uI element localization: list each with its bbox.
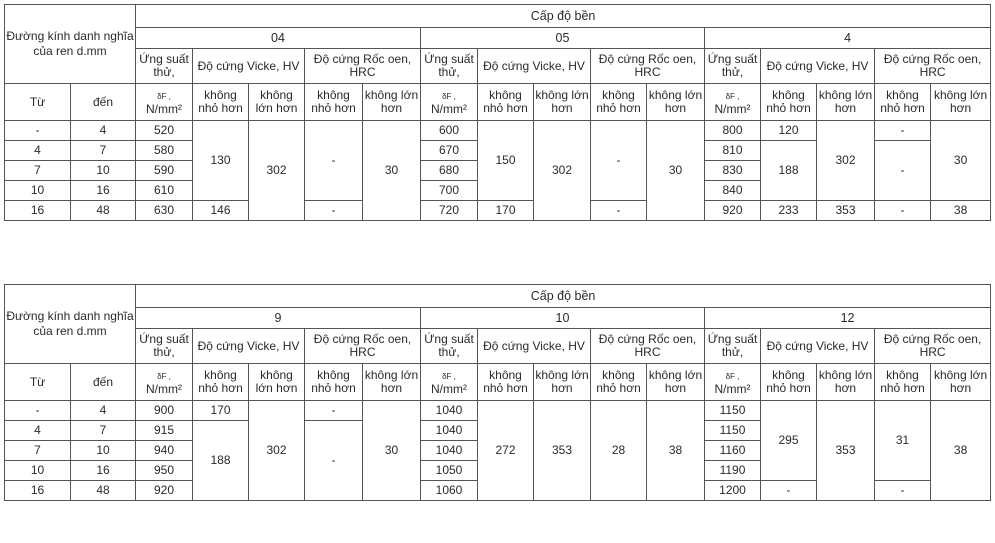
vickers-header: Độ cứng Vicke, HV xyxy=(761,49,875,84)
hrc-min-cell: - xyxy=(305,401,363,421)
stress-unit-header xyxy=(421,84,478,121)
stress-cell: 810 xyxy=(705,141,761,161)
stress-unit: N/mm² xyxy=(146,101,182,116)
stress-cell: 915 xyxy=(136,421,193,441)
to-cell: 7 xyxy=(71,421,136,441)
hrc-min-cell: - xyxy=(591,201,647,221)
stress-cell: 1150 xyxy=(705,401,761,421)
hrc-min-cell: - xyxy=(305,201,363,221)
stress-unit: N/mm² xyxy=(431,101,467,116)
stress-cell: 1060 xyxy=(421,481,478,501)
to-cell: 10 xyxy=(71,441,136,461)
rockwell-header: Độ cứng Rốc oen, HRC xyxy=(591,49,705,84)
stress-cell: 680 xyxy=(421,161,478,181)
stress-unit-header xyxy=(136,364,193,401)
stress-cell: 830 xyxy=(705,161,761,181)
max-header: không lớn hơn xyxy=(534,364,591,401)
sigma-symbol: δF , xyxy=(725,91,740,101)
to-cell: 4 xyxy=(71,121,136,141)
to-cell: 48 xyxy=(71,201,136,221)
max-header: không lớn hơn xyxy=(363,364,421,401)
grade-header: 05 xyxy=(421,28,705,49)
max-header: không lớn hơn xyxy=(931,84,991,121)
from-cell: 10 xyxy=(5,461,71,481)
stress-cell: 520 xyxy=(136,121,193,141)
hv-min-cell: - xyxy=(761,481,817,501)
from-cell: - xyxy=(5,401,71,421)
stress-header: Ứng suất thử, xyxy=(421,329,478,364)
hrc-min-cell: - xyxy=(875,201,931,221)
sigma-symbol: δF , xyxy=(157,91,171,101)
min-header: không nhỏ hơn xyxy=(591,364,647,401)
stress-header: Ứng suất thử, xyxy=(136,49,193,84)
to-cell: 16 xyxy=(71,461,136,481)
hrc-min-cell: - xyxy=(875,481,931,501)
hv-max-cell: 353 xyxy=(534,401,591,501)
stress-cell: 1040 xyxy=(421,421,478,441)
max-header: không lớn hơn xyxy=(647,84,705,121)
hv-min-cell: 170 xyxy=(478,201,534,221)
hrc-min-cell: - xyxy=(591,121,647,201)
min-header: không nhỏ hơn xyxy=(478,84,534,121)
stress-unit: N/mm² xyxy=(714,381,751,396)
vickers-header: Độ cứng Vicke, HV xyxy=(193,49,305,84)
hv-min-cell: 233 xyxy=(761,201,817,221)
stress-cell: 840 xyxy=(705,181,761,201)
stress-header: Ứng suất thử, xyxy=(136,329,193,364)
hrc-min-cell: - xyxy=(305,421,363,501)
vickers-header: Độ cứng Vicke, HV xyxy=(478,329,591,364)
hv-max-cell: 353 xyxy=(817,401,875,501)
stress-cell: 590 xyxy=(136,161,193,181)
hv-min-cell: 188 xyxy=(193,421,249,501)
grade-header: 12 xyxy=(705,308,991,329)
stress-cell: 1190 xyxy=(705,461,761,481)
hrc-min-cell: 31 xyxy=(875,401,931,481)
sigma-symbol: δF , xyxy=(157,371,171,381)
hrc-min-cell: - xyxy=(875,141,931,201)
stress-cell: 940 xyxy=(136,441,193,461)
max-header: không lớn hơn xyxy=(249,84,305,121)
hrc-max-cell: 38 xyxy=(931,401,991,501)
hrc-min-cell: - xyxy=(305,121,363,201)
min-header: không nhỏ hơn xyxy=(193,364,249,401)
hv-min-cell: 272 xyxy=(478,401,534,501)
to-cell: 10 xyxy=(71,161,136,181)
stress-unit-header xyxy=(136,84,193,121)
hv-max-cell: 302 xyxy=(249,121,305,221)
stress-unit: N/mm² xyxy=(714,101,751,116)
stress-cell: 1200 xyxy=(705,481,761,501)
max-header: không lớn hơn xyxy=(249,364,305,401)
from-cell: 4 xyxy=(5,421,71,441)
grade-header: 10 xyxy=(421,308,705,329)
stress-unit: N/mm² xyxy=(146,381,182,396)
from-cell: 7 xyxy=(5,161,71,181)
max-header: không lớn hơn xyxy=(931,364,991,401)
hv-min-cell: 295 xyxy=(761,401,817,481)
sigma-symbol: δF , xyxy=(442,91,456,101)
stress-cell: 920 xyxy=(705,201,761,221)
min-header: không nhỏ hơn xyxy=(875,364,931,401)
grade-header: 04 xyxy=(136,28,421,49)
from-header: Từ xyxy=(5,84,71,121)
stress-unit-header xyxy=(705,84,761,121)
min-header: không nhỏ hơn xyxy=(193,84,249,121)
table-row xyxy=(5,121,991,141)
rockwell-header: Độ cứng Rốc oen, HRC xyxy=(305,49,421,84)
sigma-symbol: δF , xyxy=(725,371,740,381)
stress-cell: 950 xyxy=(136,461,193,481)
stress-cell: 720 xyxy=(421,201,478,221)
stress-cell: 630 xyxy=(136,201,193,221)
diameter-header: Đường kính danh nghĩa của ren d.mm xyxy=(5,285,136,364)
stress-unit: N/mm² xyxy=(431,381,467,396)
rockwell-header: Độ cứng Rốc oen, HRC xyxy=(591,329,705,364)
stress-cell: 600 xyxy=(421,121,478,141)
max-header: không lớn hơn xyxy=(647,364,705,401)
hrc-min-cell: 28 xyxy=(591,401,647,501)
max-header: không lớn hơn xyxy=(363,84,421,121)
stress-cell: 580 xyxy=(136,141,193,161)
diameter-header: Đường kính danh nghĩa của ren d.mm xyxy=(5,5,136,84)
to-header: đến xyxy=(71,84,136,121)
hv-max-cell: 353 xyxy=(817,201,875,221)
stress-cell: 1150 xyxy=(705,421,761,441)
stress-header: Ứng suất thử, xyxy=(421,49,478,84)
from-cell: - xyxy=(5,121,71,141)
stress-cell: 1160 xyxy=(705,441,761,461)
from-cell: 16 xyxy=(5,481,71,501)
stress-header: Ứng suất thử, xyxy=(705,49,761,84)
stress-cell: 800 xyxy=(705,121,761,141)
hv-min-cell: 146 xyxy=(193,201,249,221)
hv-min-cell: 188 xyxy=(761,141,817,201)
strength-table-1 xyxy=(4,4,991,221)
from-cell: 10 xyxy=(5,181,71,201)
hv-max-cell: 302 xyxy=(817,121,875,201)
hrc-max-cell: 30 xyxy=(647,121,705,221)
min-header: không nhỏ hơn xyxy=(305,84,363,121)
max-header: không lớn hơn xyxy=(817,364,875,401)
hrc-max-cell: 30 xyxy=(363,401,421,501)
min-header: không nhỏ hơn xyxy=(305,364,363,401)
min-header: không nhỏ hơn xyxy=(478,364,534,401)
to-cell: 48 xyxy=(71,481,136,501)
stress-cell: 1050 xyxy=(421,461,478,481)
stress-cell: 610 xyxy=(136,181,193,201)
stress-cell: 670 xyxy=(421,141,478,161)
stress-cell: 920 xyxy=(136,481,193,501)
hrc-max-cell: 30 xyxy=(363,121,421,221)
vickers-header: Độ cứng Vicke, HV xyxy=(761,329,875,364)
strength-table-2 xyxy=(4,284,991,501)
max-header: không lớn hơn xyxy=(534,84,591,121)
strength-class-title: Cấp độ bền xyxy=(136,285,991,308)
grade-header: 4 xyxy=(705,28,991,49)
hv-max-cell: 302 xyxy=(249,401,305,501)
hrc-min-cell: - xyxy=(875,121,931,141)
strength-class-title: Cấp độ bền xyxy=(136,5,991,28)
stress-unit-header xyxy=(421,364,478,401)
min-header: không nhỏ hơn xyxy=(761,84,817,121)
to-header: đến xyxy=(71,364,136,401)
rockwell-header: Độ cứng Rốc oen, HRC xyxy=(305,329,421,364)
hv-max-cell: 302 xyxy=(534,121,591,221)
rockwell-header: Độ cứng Rốc oen, HRC xyxy=(875,329,991,364)
from-cell: 7 xyxy=(5,441,71,461)
stress-cell: 1040 xyxy=(421,401,478,421)
to-cell: 4 xyxy=(71,401,136,421)
max-header: không lớn hơn xyxy=(817,84,875,121)
stress-cell: 900 xyxy=(136,401,193,421)
hrc-max-cell: 38 xyxy=(647,401,705,501)
stress-cell: 1040 xyxy=(421,441,478,461)
hv-min-cell: 170 xyxy=(193,401,249,421)
min-header: không nhỏ hơn xyxy=(761,364,817,401)
vickers-header: Độ cứng Vicke, HV xyxy=(193,329,305,364)
from-cell: 4 xyxy=(5,141,71,161)
vickers-header: Độ cứng Vicke, HV xyxy=(478,49,591,84)
stress-header: Ứng suất thử, xyxy=(705,329,761,364)
table-row xyxy=(5,201,991,221)
from-header: Từ xyxy=(5,364,71,401)
stress-cell: 700 xyxy=(421,181,478,201)
table-row xyxy=(5,401,991,421)
hrc-max-cell: 38 xyxy=(931,201,991,221)
hv-min-cell: 150 xyxy=(478,121,534,201)
sigma-symbol: δF , xyxy=(442,371,456,381)
to-cell: 7 xyxy=(71,141,136,161)
min-header: không nhỏ hơn xyxy=(875,84,931,121)
min-header: không nhỏ hơn xyxy=(591,84,647,121)
stress-unit-header xyxy=(705,364,761,401)
rockwell-header: Độ cứng Rốc oen, HRC xyxy=(875,49,991,84)
from-cell: 16 xyxy=(5,201,71,221)
to-cell: 16 xyxy=(71,181,136,201)
hrc-max-cell: 30 xyxy=(931,121,991,201)
grade-header: 9 xyxy=(136,308,421,329)
hv-min-cell: 120 xyxy=(761,121,817,141)
hv-min-cell: 130 xyxy=(193,121,249,201)
